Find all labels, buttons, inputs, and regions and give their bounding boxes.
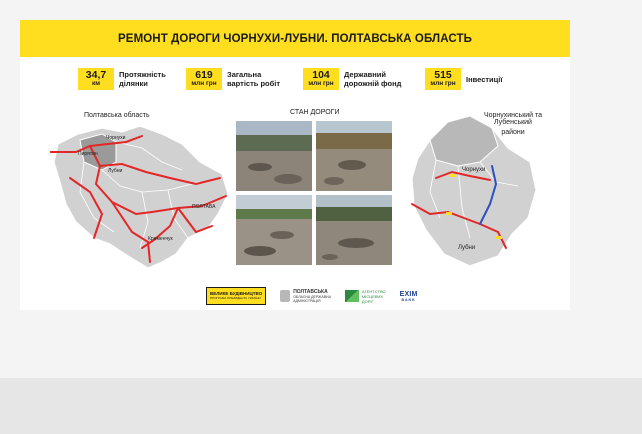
stat-investments-label-line1: Інвестиції xyxy=(466,74,503,84)
stat-investments-value: 515 xyxy=(434,69,452,81)
road-photo-3 xyxy=(236,195,312,265)
region-outline xyxy=(54,126,228,268)
stat-length-value: 34,7 xyxy=(85,69,107,81)
road-condition-caption: СТАН ДОРОГИ xyxy=(290,109,340,116)
road-photo-2 xyxy=(316,121,392,191)
stat-investments-unit: млн грн xyxy=(430,80,456,87)
page-footer-band xyxy=(0,378,642,434)
region-label-lubny: Лубни xyxy=(108,168,123,174)
stat-total-cost-box xyxy=(186,68,222,90)
stat-total-cost-value: 619 xyxy=(195,69,213,81)
region-label-pyriatyn: Пирятин xyxy=(78,151,98,157)
road-marker-2 xyxy=(446,212,452,215)
stat-length-label-line1: Протяжність xyxy=(119,70,166,79)
stat-length xyxy=(78,68,166,90)
road-photo-4 xyxy=(316,195,392,265)
stat-state-fund-label-line1: Державний xyxy=(344,70,387,79)
agency-mark-icon xyxy=(345,290,359,302)
stat-state-fund-label xyxy=(344,70,401,88)
stat-investments-label xyxy=(466,75,502,84)
agency-logo-line2: МІСЦЕВИХ xyxy=(361,293,384,299)
poltava-coat-of-arms-icon xyxy=(280,290,290,302)
exim-bank-text: EXIM xyxy=(399,290,418,298)
district-label-chornukhy: Чорнухи xyxy=(462,167,486,173)
stat-total-cost-label xyxy=(227,70,280,88)
great-construction-text: ВЕЛИКЕ БУДІВНИЦТВО xyxy=(210,291,263,296)
stat-length-box xyxy=(78,68,114,90)
agency-logo-line3: ДОРІГ xyxy=(361,298,374,304)
stat-total-cost-unit: млн грн xyxy=(191,80,217,87)
district-caption-line2: Лубенський xyxy=(494,119,532,126)
stat-length-label xyxy=(119,70,166,88)
stat-state-fund-unit: млн грн xyxy=(308,80,334,87)
stat-total-cost xyxy=(186,68,280,90)
district-caption-line1: Чорнухинський та xyxy=(483,112,543,119)
stat-state-fund-label-line2: дорожній фонд xyxy=(344,79,402,88)
poltava-logo-line2: ОБЛАСНА ДЕРЖАВНА xyxy=(293,295,331,299)
stat-length-label-line2: ділянки xyxy=(119,79,148,88)
poltava-administration-logo xyxy=(280,289,331,303)
region-map-caption: Полтавська область xyxy=(84,112,150,119)
region-label-kremenchuk: Кременчук xyxy=(148,236,173,242)
stat-length-unit: км xyxy=(91,80,101,87)
district-caption-line3: райони xyxy=(501,129,525,136)
districts-map xyxy=(400,108,540,268)
agency-logo-line1: АГЕНТСТВО xyxy=(361,288,386,294)
stat-total-cost-label-line2: вартість робіт xyxy=(227,79,281,88)
stat-total-cost-label-line1: Загальна xyxy=(227,70,262,79)
region-label-poltava: ПОЛТАВА xyxy=(192,204,216,210)
infographic-title: РЕМОНТ ДОРОГИ ЧОРНУХИ-ЛУБНИ. ПОЛТАВСЬКА ОБЛАСТЬ xyxy=(118,32,472,45)
stat-investments xyxy=(425,68,502,90)
road-marker-3 xyxy=(496,236,502,239)
road-repair-infographic xyxy=(20,20,570,310)
road-photo-1 xyxy=(236,121,312,191)
region-label-chornukhy: Чорнухи xyxy=(106,135,126,141)
title-bar xyxy=(20,20,570,57)
great-construction-subtext: ПРОГРАМА ПРЕЗИДЕНТА УКРАЇНИ xyxy=(210,296,261,300)
stat-state-fund xyxy=(303,68,401,90)
poltava-region-map xyxy=(50,122,230,272)
district-label-lubny: Лубни xyxy=(458,245,476,251)
stat-state-fund-value: 104 xyxy=(312,69,330,81)
local-roads-agency-logo xyxy=(345,289,386,303)
poltava-logo-line3: АДМІНІСТРАЦІЯ xyxy=(293,299,321,303)
exim-bank-logo xyxy=(400,289,418,303)
great-construction-logo xyxy=(206,287,266,305)
road-marker-1 xyxy=(450,174,456,177)
stat-state-fund-box xyxy=(303,68,339,90)
stat-investments-box xyxy=(425,68,461,90)
exim-bank-subtext: BANK xyxy=(401,297,416,302)
logos-row xyxy=(206,288,418,304)
poltava-logo-line1: ПОЛТАВСЬКА xyxy=(293,289,328,295)
